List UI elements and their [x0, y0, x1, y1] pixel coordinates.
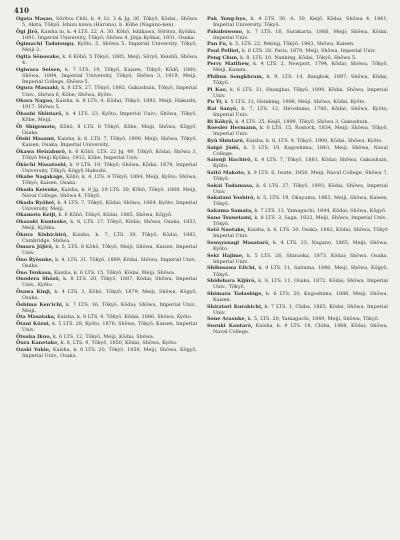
entry-text: k. 6 LTS. 27, Tōkyō, 1893, Kōdai, Shōwa, Imperial Univ.	[213, 182, 388, 195]
entry-text: Kaisha, k. 7, LTS. 30, Tōkyō, Kōdai, 1882, Cambridge, Shōwa.	[22, 231, 197, 244]
entry-name: Saitō Makoto,	[207, 170, 246, 177]
directory-entry	[207, 125, 388, 137]
entry-name: Seki Hajime,	[207, 252, 244, 259]
entry-text: k. 6 LTS. 28, Paris, 1878, Meiji, Shōwa, Imperial Univ.	[241, 48, 376, 55]
directory-entry	[207, 41, 388, 47]
entry-text: Kaisha, k. 6 LTS. 15, Tōkyō, Kōdai, Meiji, Shōwa.	[54, 269, 176, 276]
directory-entry	[16, 187, 197, 199]
entry-name: Onodera Shōzō,	[16, 276, 61, 283]
entry-text: Kaisha, k. 8 LTS. 4, Kōdai; Tōkyō, 1893, Meiji, Hakushi, 1917, Shōwa 5.	[22, 98, 197, 111]
entry-text: k. 4 LTS. 2, Newport, 1794, Kōdai; Shōwa, Tōkyō, Meiji, Kaisen.	[213, 61, 388, 74]
entry-text: k. 6 LTS. 31, Shanghai, Tōkyō, 1890, Kōdai, Shōwa, Imperial Univ.	[213, 86, 388, 99]
entry-name: Ōhashi Shintarō,	[16, 110, 64, 117]
directory-entry	[16, 244, 197, 256]
directory-entry	[207, 99, 388, 105]
directory-entry	[16, 67, 197, 85]
entry-text: k. 4 LTS. 23, Nagano, 1865, Meiji; Shōwa, Kyōto.	[213, 240, 388, 253]
entry-text: Sōritsu Chūi, k. 4, Lt. 3 & Jg. 36, Tōkyō, Kōdai., Shōwa 5, Akita, Tōkyō, Ishizu kuwa (Haruna), b. Kōbe (Nagano-ken).	[22, 16, 197, 29]
directory-entry	[207, 195, 388, 207]
directory-entry	[207, 170, 388, 182]
column-right	[207, 16, 388, 534]
directory-entry	[207, 316, 388, 322]
directory-entry	[16, 232, 197, 244]
entry-text: Kōhō, k. 4, LTS. 4 Tōkyō, 1884, Meiji, Kyōto; Shōwa, Tōkyō; Kaisen, Osaka.	[22, 174, 197, 187]
entry-name: Ōta Masataka,	[16, 314, 56, 321]
entry-name: Ogiwara Seisen,	[16, 66, 62, 73]
entry-name: Ōshima Ken'ichi,	[16, 301, 64, 308]
entry-name: Ōtani Kōzui,	[16, 321, 51, 328]
entry-text: k. 4 LTS. 3, Kōhō, Tōkyō, 1879, Meiji, Shōwa, Kōgyō, Osaka.	[22, 289, 197, 302]
entry-text: k. 8, LTS. 27, Tōkyō, Kōdai; Shōwa, Osaka, 1853, Meiji, Kyōiku.	[22, 219, 197, 232]
entry-name: Okazaki Kunisuke,	[16, 219, 68, 225]
directory-entry	[207, 323, 388, 335]
entry-name: Ōno Tsukasa,	[16, 269, 53, 276]
directory-entry	[207, 215, 388, 227]
entry-text: k. 6 LTS. 15, Rostock, 1834, Meiji; Shōwa, Tōkyō, Imperial Univ.	[213, 125, 388, 138]
directory-entry	[16, 302, 197, 314]
entry-text: k. 5 LTS. 11, Hsinking, 1906, Meiji, Shōwa, Kōdai, Kyōto.	[224, 99, 366, 106]
entry-name: Okada Keisuke,	[16, 186, 60, 193]
directory-entry	[207, 208, 388, 214]
entry-text: k. 8 LTS. 20, Tōkyō, 1887, Kōdai; Shōwa, Imperial Univ., Kyōto.	[22, 276, 197, 289]
directory-entry	[207, 291, 388, 303]
entry-name: Ōkura Kishichirō,	[16, 231, 68, 238]
entry-text: k. 9, LTS. 14, Bangkok, 1897; Shōwa, Kōdai, Tōkyō.	[213, 73, 388, 87]
entry-text: k. 5 LTS. 26, Shizuoka, 1873, Kōdai; Shōwa, Osaka, Imperial Univ.	[213, 252, 388, 265]
directory-entry	[16, 257, 197, 269]
entry-text: Kōhō, 8 LTS. 6 Tōkyō, Kōbe, Meiji, Shōwa, Kōgyō, Osaka.	[22, 123, 197, 136]
directory-entry	[207, 304, 388, 316]
directory-entry	[207, 253, 388, 265]
directory-entry	[16, 124, 197, 136]
entry-name: Ōkawa Heizaburō,	[16, 148, 67, 155]
directory-entry	[207, 74, 388, 86]
entry-name: Satō Naotake,	[207, 227, 246, 234]
entry-text: k. 4, LTS. 31, Tōkyō, 1889; Kōdai, Shōwa, Imperial Univ., Osaka.	[22, 257, 197, 270]
entry-text: k. 5 LTS. 28, Kyōto, 1876; Shōwa, Tōkyō, Kaisen, Imperial Univ.	[22, 321, 197, 334]
entry-name: Shidehara Kijūrō,	[207, 278, 257, 285]
entry-name: Ōura Kanetake,	[16, 340, 59, 347]
directory-entry	[16, 270, 197, 276]
directory-entry	[16, 212, 197, 218]
entry-name: Pak Yong-hyo,	[207, 16, 248, 22]
entry-name: Sakai Tadamasa,	[207, 182, 254, 189]
directory-entry	[16, 54, 197, 66]
entry-name: Ōno Ryōsuke,	[16, 257, 54, 264]
entry-name: Saionji Hachirō,	[207, 157, 253, 164]
entry-text: k. 4 LTS. 7, Tōkyō, Kōdai; Shōwa, 1864, Kyōto, Imperial University, Meiji.	[22, 199, 197, 212]
directory-entry	[16, 289, 197, 301]
entry-text: k. 7 LTS. 16, Surakarta, 1866, Meiji; Shōwa, Kōdai, Imperial Univ.	[213, 28, 388, 41]
entry-text: Kaisha in, k. 4 LTS. 22, A. 30. Kōhō, Ishikawa, Sōritsu, Kyōiku, 1891, Imperial University, Tōkyō; Shōwa 4, Jinja Kyōkai, 1931, Osaka.	[22, 28, 197, 41]
entry-name: Shimazu Tadashige,	[207, 290, 264, 297]
directory-entry	[16, 340, 197, 346]
entry-text: k. 6 Kōhō, LTS. 22 Jg. 49, Tōkyō, Kōdai; Shōwa 3, Tōkyō Meiji Kyōiku, 1912, Kōbe, Imperial Univ.	[22, 148, 197, 161]
entry-name: Ri Kōkyū,	[207, 118, 234, 125]
entry-text: k. 8, LTS. 11, Osaka, 1872, Kōdai; Shōwa, Imperial Univ., Tōkyō.	[213, 278, 388, 291]
entry-name: Ōgi Jirō,	[16, 28, 40, 35]
entry-name: Okada Ryōhei,	[16, 199, 56, 206]
column-left	[16, 16, 197, 534]
directory-entry	[207, 183, 388, 195]
directory-entry	[16, 174, 197, 186]
directory-entry	[16, 41, 197, 53]
entry-name: Ōmura Jōjirō,	[16, 244, 54, 251]
entry-name: Ohara Nagao,	[16, 98, 54, 105]
entry-name: Pan Fu,	[207, 41, 228, 48]
entry-text: k. 9 LTS. 19, Tōkyō; Shōwa, Kōdai, 1878, Imperial University, Tōkyō; Kōgyō Hakushi.	[22, 161, 197, 174]
entry-text: k. 5, LTS. 22, Peking, Tōkyō, 1883, Shōwa, Kaisen.	[229, 41, 355, 48]
directory-entry	[207, 48, 388, 54]
entry-text: k. 7 LTS. 16, Tōkyō, Kōdai; Shōwa, Imperial Univ., Meiji.	[22, 301, 197, 314]
directory-entry	[207, 227, 388, 239]
directory-entry	[16, 162, 197, 174]
directory-entry	[16, 314, 197, 320]
entry-name: Ōi Shigemoto,	[16, 123, 57, 130]
entry-text: k. 6 LTS. 20, Kagoshima, 1886, Meiji, Shōwa, Kaisen.	[213, 290, 388, 303]
entry-text: k. 9 LTS. 11, Saitama, 1840, Meiji, Shōwa, Kōgyō, Tōkyō.	[213, 265, 388, 278]
entry-text: k. 5, LTS. 19, Okayama, 1863, Meiji, Shōwa, Kaisen, Tōkyō.	[213, 195, 388, 208]
entry-text: k. 7 LTS. 13, Yamaguchi, 1844, Kōdai; Shōwa, Kōgyō.	[254, 208, 387, 215]
entry-name: Ryū Shintarō,	[207, 138, 245, 145]
directory-entry	[207, 157, 388, 169]
entry-name: Sano Tsunetami,	[207, 214, 253, 221]
directory-entry	[16, 136, 197, 148]
entry-text: k. 7 LTS. 1, Chiba, 1865, Kōdai, Shōwa, Imperial Univ.	[213, 303, 388, 316]
directory-entry	[207, 55, 388, 61]
directory-entry	[207, 278, 388, 290]
entry-text: k. 8 LTS. 27, Tōkyō, 1892, Gakushuin, Tōkyō, Imperial Univ., Shōwa 6, Kōbe; Shōwa, Kyōto.	[22, 85, 197, 98]
directory-entry	[16, 347, 197, 359]
entry-text: Kaisha, k. 6, LTS. 30, Osaka, 1882, Kōdai, Shōwa, Tōkyō Imperial Univ.	[213, 227, 388, 240]
entry-name: Shibusawa Eiichi,	[207, 265, 257, 272]
directory-entry	[207, 61, 388, 73]
entry-text: k. 8 LTS. 3, Saga, 1822, Meiji, Shōwa, Imperial Univ., Tōkyō.	[213, 214, 388, 227]
entry-text: k. 9 LTS. 6, Iwate, 1858, Meiji, Naval College, Shōwa 7, Tōkyō.	[213, 170, 388, 183]
entry-name: Ogata Masao,	[16, 16, 54, 22]
entry-name: Suzuki Kantarō,	[207, 322, 253, 329]
entry-text: k. 6 Kōhō, 5 Tōkyō, 1885, Meiji, Sōryō, Keishū, Shōwa 4.	[22, 54, 197, 67]
entry-text: k. 5 LTS. 19, Kagoshima, 1843, Meiji, Shōwa, Naval College.	[213, 144, 388, 157]
entry-name: Phibun Songkhram,	[207, 73, 264, 80]
entry-text: Kyōto, 5, Shōwa 5, Imperial University, Tōkyō, Meiji 2.	[22, 41, 197, 54]
entry-name: Ōgimachi Tadatsugu,	[16, 41, 75, 48]
directory-entry	[207, 138, 388, 144]
page-number: 410	[14, 6, 30, 15]
entry-text: k. 8, LTS. 9, Tōkyō, 1850, Kōdai; Shōwa, Kyōto.	[60, 340, 178, 347]
entry-text: Kaisha, k. 8 LTS. 4, Tōkyō, Kōdai, 1886, Shōwa, Kyōto.	[57, 314, 193, 321]
directory-entry	[16, 200, 197, 212]
entry-text: k. 8, LTS. 10, Nanking, Kōdai, Tōkyō, Shōwa 5.	[240, 54, 357, 61]
entry-text: k. 5, LTS. 8 Kōhō, Tōkyō, Meiji, Shōwa, Kaisen, Imperial Univ.	[22, 244, 197, 257]
entry-text: k. 7, LTS. 12, Hiroshima, 1780, Kōdai; Shōwa, Kyōto, Imperial Univ.	[213, 106, 388, 119]
entry-text: Kaisha, k. 8, LTS. 9, Tōkyō, 1900, Kōdai, Shōwa, Kyōto.	[246, 138, 383, 145]
directory-entry	[16, 29, 197, 41]
entry-text: k. 4 LTS. 7, Tōkyō, 1881, Kōdai; Shōwa, Gakushuin, Kyōto.	[213, 157, 388, 170]
entry-name: Ōishi Masami,	[16, 136, 56, 143]
directory-entry	[16, 276, 197, 288]
columns	[16, 16, 388, 534]
entry-text: Kaisha, k. 8 Jg. 19 LTS. 30, Kōhō, Tōkyō, 1868, Meiji, Naval College, Shōwa 4, Tōkyō.	[22, 186, 197, 200]
directory-entry	[207, 240, 388, 252]
entry-name: Peng Chun,	[207, 54, 239, 61]
directory-entry	[207, 16, 388, 28]
directory-entry	[16, 16, 197, 28]
entry-text: k. 4 LTS. 25, Keijō, 1890, Tōkyō, Shōwa 3, Gakushuin.	[235, 118, 370, 125]
entry-text: Kaisha, k. 9 LTS. 18, Chiba, 1868, Kōdai; Shōwa, Naval College.	[213, 322, 388, 335]
entry-text: k. 6 LTS. 12, Tōkyō, Meiji, Kōdai, Shōwa.	[52, 333, 155, 340]
directory-entry	[16, 219, 197, 231]
directory-entry	[207, 145, 388, 157]
entry-text: k. 7 LTS. 19, Tōkyō, Kaisen, Tōkyō; Kōdō, 1880; Shōwa, 1894, Imperial University, Tōkyō; Shōwa 3, 1919, Meiji, Imperial College, Shōwa 5.	[22, 66, 197, 85]
directory-entry	[207, 106, 388, 118]
directory-entry	[207, 119, 388, 125]
entry-name: Ōtsuka Ikuo,	[16, 333, 52, 340]
entry-text: k. 5, LTS. 20, Yamaguchi, 1849, Meiji, Shōwa, Tōkyō.	[247, 316, 380, 323]
directory-entry	[16, 85, 197, 97]
entry-name: Pu Yi,	[207, 99, 223, 106]
entry-name: Ogura Masaaki,	[16, 85, 60, 92]
entry-name: Ozaki Yukio,	[16, 347, 51, 354]
entry-name: Sakuma Samata,	[207, 208, 253, 215]
entry-text: k. 6 Kōhō, Tōkyō, Kōdai, 1885, Shōwa, Kōgyō.	[58, 212, 173, 219]
directory-entry	[16, 334, 197, 340]
entry-name: Ogita Sōnosuke,	[16, 54, 61, 61]
entry-text: Kaisha, k. 6, LTS. 7, Tōkyō, 1890, Meiji; Shōwa, Tōkyō, Kaisen, Osaka, Imperial University.	[22, 136, 197, 149]
entry-name: Roesler Hermann,	[207, 125, 258, 132]
entry-name: Saigō Jūdō,	[207, 144, 241, 151]
entry-name: Rai Sanyō,	[207, 106, 238, 112]
entry-name: Sawayanagi Masatarō,	[207, 240, 270, 247]
directory-entry	[207, 87, 388, 99]
entry-name: Pakubuwono,	[207, 28, 244, 35]
entry-name: Sone Arasuke,	[207, 316, 247, 323]
entry-name: Ōkōchi Masatoshi,	[16, 161, 68, 168]
entry-text: Kaisha, k. 6 LTS. 20, Tōkyō, 1858, Meiji, Shōwa, Kōgyō, Imperial Univ., Osaka.	[22, 347, 197, 360]
entry-name: Pi Kao,	[207, 86, 228, 93]
directory-entry	[16, 111, 197, 123]
directory-entry	[16, 321, 197, 333]
directory-entry	[207, 265, 388, 277]
entry-name: Okamoto Keiji,	[16, 212, 57, 219]
directory-entry	[207, 29, 388, 41]
entry-name: Shiratori Kurakichi,	[207, 303, 263, 310]
entry-name: Ōsawa Kinji,	[16, 289, 52, 296]
entry-name: Okabe Nagakage,	[16, 174, 65, 181]
entry-text: k. 4 LTS. 23, Kyōto, Imperial Univ.; Shōwa, Tōkyō, Kōbe, Meiji.	[22, 110, 197, 123]
entry-text: k. 4 LTS. 30, A. 30, Keijō, Kōdai; Shōwa 4, 1861, Imperial University, Tōkyō.	[213, 16, 388, 29]
entry-name: Paul Pelliot,	[207, 48, 241, 55]
entry-name: Sakatani Yoshirō,	[207, 195, 256, 202]
entry-name: Perry Matthew,	[207, 61, 251, 68]
directory-entry	[16, 149, 197, 161]
directory-entry	[16, 98, 197, 110]
